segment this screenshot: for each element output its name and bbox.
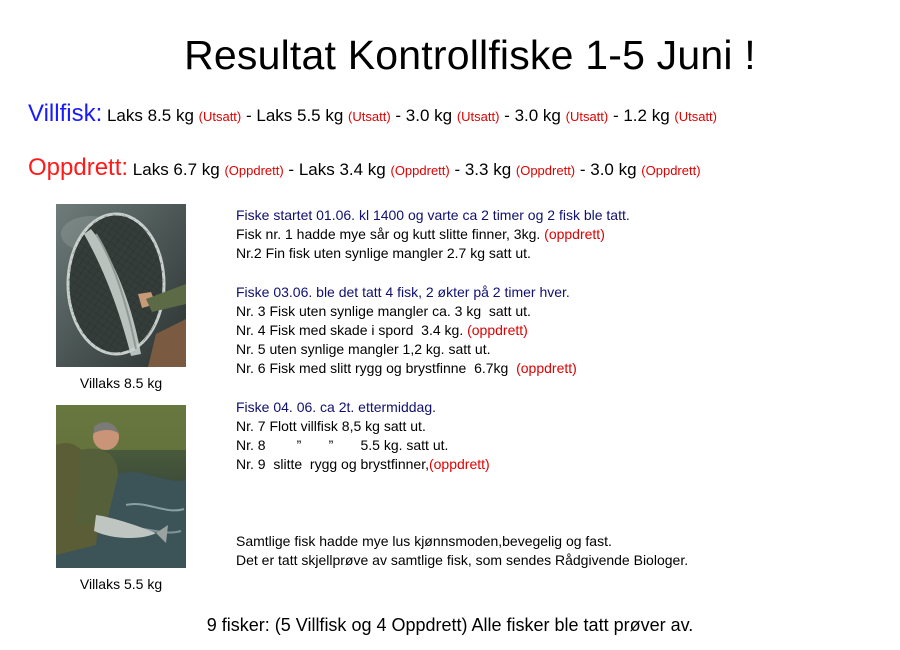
oppdrett-line: Oppdrett: Laks 6.7 kg (Oppdrett) - Laks 3.4 kg (Oppdrett) - 3.3 kg (Oppdrett) - 3.0 kg (Oppdrett): [28, 154, 701, 181]
notes-line-1: Samtlige fisk hadde mye lus kjønnsmoden,bevegelig og fast.: [236, 533, 612, 549]
notes-line-2: Det er tatt skjellprøve av samtlige fisk, som sendes Rådgivende Biologer.: [236, 552, 689, 568]
salmon-net-photo: [56, 204, 186, 367]
session-3-line-3: Nr. 9 slitte rygg og brystfinner,(oppdrett): [236, 456, 490, 472]
photo-caption-1: Villaks 8.5 kg: [79, 375, 163, 391]
page-title: Resultat Kontrollfiske 1-5 Juni !: [184, 32, 756, 78]
session-3-line-2: Nr. 8 ” ” 5.5 kg. satt ut.: [236, 437, 449, 453]
summary-footer: 9 fisker: (5 Villfisk og 4 Oppdrett) Alle fisker ble tatt prøver av.: [206, 615, 694, 635]
session-1-line-2: Nr.2 Fin fisk uten synlige mangler 2.7 kg satt ut.: [236, 245, 531, 261]
session-2-heading: Fiske 03.06. ble det tatt 4 fisk, 2 økter på 2 timer hver.: [236, 284, 570, 300]
villfisk-line: Villfisk: Laks 8.5 kg (Utsatt) - Laks 5.5 kg (Utsatt) - 3.0 kg (Utsatt) - 3.0 kg (Utsatt) - 1.2 kg (Utsatt): [28, 100, 718, 127]
session-3-line-1: Nr. 7 Flott villfisk 8,5 kg satt ut.: [236, 418, 426, 434]
photo-caption-2: Villaks 5.5 kg: [79, 576, 163, 592]
notes-block: [236, 532, 688, 570]
session-2-block: [236, 283, 577, 378]
oppdrett-label: Oppdrett:: [28, 154, 129, 181]
salmon-release-photo: [56, 405, 186, 568]
session-2-line-1: Nr. 3 Fisk uten synlige mangler ca. 3 kg satt ut.: [236, 303, 531, 319]
session-2-line-2: Nr. 4 Fisk med skade i spord 3.4 kg. (oppdrett): [236, 322, 528, 338]
session-3-heading: Fiske 04. 06. ca 2t. ettermiddag.: [236, 399, 436, 415]
session-3-block: [236, 398, 490, 474]
villfisk-label: Villfisk:: [28, 100, 103, 127]
session-1-heading: Fiske startet 01.06. kl 1400 og varte ca 2 timer og 2 fisk ble tatt.: [236, 207, 630, 223]
session-1-line-1: Fisk nr. 1 hadde mye sår og kutt slitte finner, 3kg. (oppdrett): [236, 226, 605, 242]
session-2-line-3: Nr. 5 uten synlige mangler 1,2 kg. satt ut.: [236, 341, 491, 357]
session-1-block: [236, 206, 630, 263]
session-2-line-4: Nr. 6 Fisk med slitt rygg og brystfinne 6.7kg (oppdrett): [236, 360, 577, 376]
